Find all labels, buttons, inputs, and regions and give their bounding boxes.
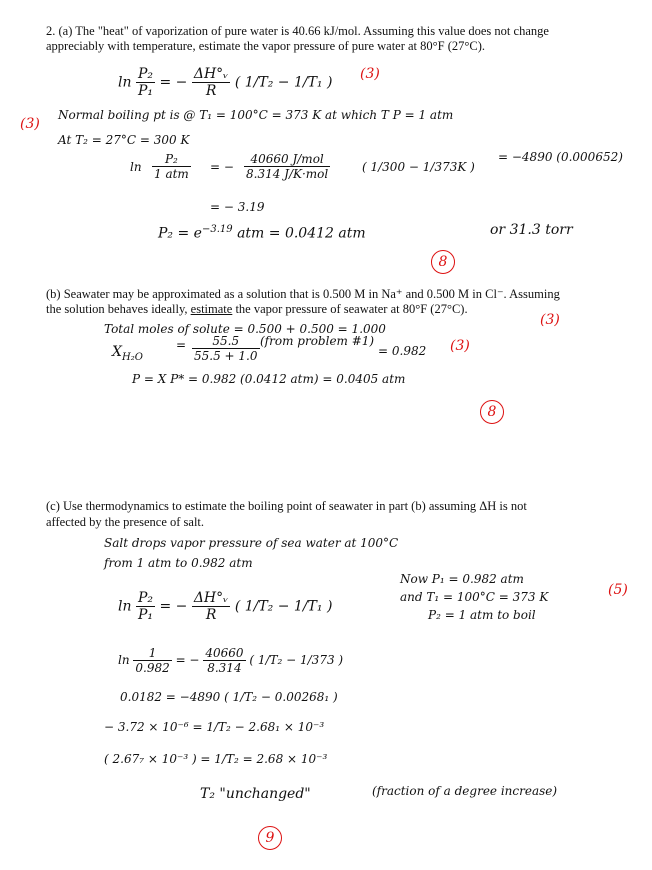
now-line3: P₂ = 1 atm to boil	[428, 608, 536, 622]
part-b-q2-underlined: estimate	[190, 302, 233, 316]
part-b-score-circle: 8	[480, 400, 504, 424]
eq10-note: (fraction of a degree increase)	[372, 784, 558, 798]
eq5-p2: P₂	[137, 590, 153, 606]
part-b-question-line2	[46, 302, 468, 317]
eq6-lhs-den: 0.982	[135, 661, 170, 675]
at-t2-line: At T₂ = 27°C = 300 K	[58, 133, 190, 147]
eq4-alt: or 31.3 torr	[490, 222, 573, 238]
x-den: 55.5 + 1.0	[194, 349, 258, 363]
now-line1: Now P₁ = 0.982 atm	[400, 572, 524, 586]
eq5: ln $\frac{\text{P₂}}{\text{P₁}}$ = − $\frac{\text{ΔH°ᵥ}}{R}$ ( 1/T₂ − 1/T₁ )	[118, 590, 333, 623]
eq6-lhs-num: 1	[133, 646, 171, 661]
part-c-question-line1: (c) Use thermodynamics to estimate the boiling point of seawater in part (b) assuming ΔH is not	[46, 499, 527, 513]
eq1-p1: P₁	[137, 83, 153, 99]
normal-bp-score: (3)	[20, 116, 40, 132]
eq1-r: R	[205, 83, 217, 99]
x-note: (from problem #1)	[260, 334, 375, 348]
p-equation: P = X P* = 0.982 (0.0412 atm) = 0.0405 atm	[132, 372, 406, 386]
eq6-num: 40660	[205, 646, 244, 660]
eq2-ln: ln	[130, 160, 142, 174]
part-a-question-line1: 2. (a) The "heat" of vaporization of pure water is 40.66 kJ/mol. Assuming this value does not change	[46, 24, 549, 38]
eq1-ln: ln	[118, 74, 132, 91]
x-result: = 0.982	[378, 344, 427, 358]
eq1	[118, 66, 332, 99]
x-num: 55.5	[192, 334, 260, 349]
now-line2: and T₁ = 100°C = 373 K	[400, 590, 549, 604]
eq1-paren: ( 1/T₂ − 1/T₁ )	[234, 74, 333, 91]
eq2-result: = −4890 (0.000652)	[498, 150, 623, 164]
eq2-den: 8.314 J/K·mol	[246, 167, 329, 181]
eq2-ratio	[152, 152, 191, 181]
x-label: X	[112, 344, 122, 360]
x-score: (3)	[450, 338, 470, 354]
eq3: = − 3.19	[210, 200, 265, 214]
total-moles-score: (3)	[540, 312, 560, 328]
eq7: 0.0182 = −4890 ( 1/T₂ − 0.00268₁ )	[120, 690, 338, 704]
eq1-equals: = −	[159, 74, 188, 91]
eq6: ln $\frac{1}{0.982}$ = − $\frac{40660}{8.314}$ ( 1/T₂ − 1/373 )	[118, 646, 344, 675]
eq5-paren: ( 1/T₂ − 1/T₁ )	[234, 598, 333, 615]
part-c-question-line2: affected by the presence of salt.	[46, 515, 205, 529]
part-a-score-circle: 8	[431, 250, 455, 274]
part-b-q2-pre: the solution behaves ideally,	[46, 302, 191, 316]
normal-bp-line: Normal boiling pt is @ T₁ = 100°C = 373 K at which T P = 1 atm	[58, 108, 454, 122]
x-equals: =	[176, 338, 187, 352]
salt-line1: Salt drops vapor pressure of sea water at 100°C	[104, 536, 399, 550]
now-score: (5)	[608, 582, 628, 598]
eq8: − 3.72 × 10⁻⁶ = 1/T₂ − 2.68₁ × 10⁻³	[104, 720, 325, 734]
eq9: ( 2.67₇ × 10⁻³ ) = 1/T₂ = 2.68 × 10⁻³	[104, 752, 328, 766]
part-c-score-circle: 9	[258, 826, 282, 850]
eq2-p2: P₂	[152, 152, 191, 167]
eq4-lhs: P₂ = e	[158, 225, 202, 242]
eq5-dh: ΔH°ᵥ	[193, 590, 229, 606]
eq1-dh-over-r	[192, 66, 231, 99]
eq2-equals: = −	[210, 160, 234, 174]
eq6-paren: ( 1/T₂ − 1/373 )	[249, 653, 344, 667]
eq2-paren: ( 1/300 − 1/373K )	[362, 160, 475, 174]
part-b-question-line1: (b) Seawater may be approximated as a solution that is 0.500 M in Na⁺ and 0.500 M in Cl⁻. Assuming	[46, 287, 560, 301]
eq2-fraction	[244, 152, 330, 181]
x-sub: H₂O	[121, 351, 143, 363]
mole-fraction-x	[112, 344, 143, 363]
eq4-rhs: atm = 0.0412 atm	[237, 225, 366, 242]
part-a-question-line2: appreciably with temperature, estimate the vapor pressure of pure water at 80°F (27°C).	[46, 39, 486, 53]
eq1-p2: P₂	[137, 66, 153, 82]
eq10: T₂ "unchanged"	[200, 786, 311, 802]
eq2-p1: 1 atm	[154, 167, 189, 181]
x-fraction	[192, 334, 260, 363]
eq6-den: 8.314	[207, 661, 242, 675]
eq1-dh: ΔH°ᵥ	[193, 66, 229, 82]
eq4-exp: −3.19	[201, 224, 233, 235]
part-b-q2-post: the vapor pressure of seawater at 80°F (27°C).	[232, 302, 468, 316]
eq4	[158, 224, 366, 242]
eq2-num: 40660 J/mol	[244, 152, 330, 167]
eq5-p1: P₁	[137, 607, 153, 623]
eq5-r: R	[205, 607, 217, 623]
salt-line2: from 1 atm to 0.982 atm	[104, 556, 253, 570]
total-moles: Total moles of solute = 0.500 + 0.500 = 1.000	[104, 322, 386, 336]
eq1-score: (3)	[360, 66, 380, 82]
eq1-pressure-ratio	[136, 66, 155, 99]
